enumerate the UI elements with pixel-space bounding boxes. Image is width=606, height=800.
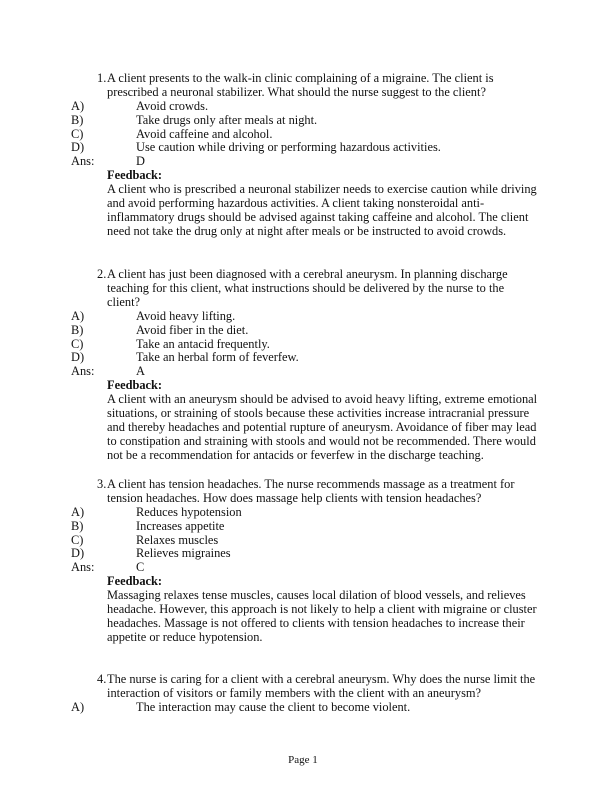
question-1 (0, 72, 606, 239)
option-b (0, 114, 606, 128)
feedback-heading: Feedback: (107, 574, 163, 589)
option-text: Avoid caffeine and alcohol. (136, 126, 273, 141)
option-text: Take drugs only after meals at night. (136, 112, 318, 127)
option-letter: C) (71, 126, 84, 141)
option-text: Increases appetite (136, 518, 225, 533)
option-letter: D) (71, 140, 85, 155)
option-text: Take an antacid frequently. (136, 336, 270, 351)
option-a (0, 506, 606, 520)
answer-label: Ans: (71, 560, 95, 575)
option-letter: B) (71, 112, 84, 127)
feedback-heading: Feedback: (107, 168, 163, 183)
option-d (0, 547, 606, 561)
feedback-text: Massaging relaxes tense muscles, causes local dilation of blood vessels, and relieves headache. However, this approach is not likely to help a client with migraine or cluster headaches. Massage is not offered to clients with tension headaches to increase their appetite or reduce hypotension. (107, 588, 537, 644)
feedback-text: A client who is prescribed a neuronal stabilizer needs to exercise caution while driving and avoid performing hazardous activities. A client taking nonsteroidal anti-inflammatory drugs should be advised against taking caffeine and alcohol. The client need not take the drug only at night after meals or be instructed to avoid crowds. (107, 182, 537, 238)
question-2 (0, 268, 606, 463)
question-stem (97, 71, 537, 100)
option-letter: D) (71, 546, 85, 561)
option-text: Relaxes muscles (136, 532, 219, 547)
option-c (0, 534, 606, 548)
option-text: Avoid fiber in the diet. (136, 322, 249, 337)
option-d (0, 351, 606, 365)
option-letter: B) (71, 322, 84, 337)
question-text: A client presents to the walk-in clinic complaining of a migraine. The client is prescribed a neuronal stabilizer. What should the nurse suggest to the client? (107, 71, 494, 99)
option-d (0, 141, 606, 155)
option-letter: A) (71, 98, 85, 113)
option-text: The interaction may cause the client to become violent. (136, 699, 411, 714)
option-text: Reduces hypotension (136, 504, 242, 519)
option-c (0, 338, 606, 352)
question-stem (97, 267, 537, 310)
answer-row (0, 155, 606, 169)
question-number: 4. (97, 672, 107, 686)
option-letter: D) (71, 350, 85, 365)
option-b (0, 324, 606, 338)
option-b (0, 520, 606, 534)
question-number: 1. (97, 71, 107, 85)
option-text: Use caution while driving or performing hazardous activities. (136, 140, 441, 155)
answer-label: Ans: (71, 154, 95, 169)
question-number: 3. (97, 477, 107, 491)
feedback-text: A client with an aneurysm should be advised to avoid heavy lifting, extreme emotional situations, or straining of stools because these activities increase intracranial pressure and thereby headaches and potential rupture of aneurysm. Avoidance of fiber may lead to constipation and straining with stools and would not be recommended. There would not be a recommendation for antacids or feverfew in the discharge teaching. (107, 392, 538, 462)
answer-label: Ans: (71, 364, 95, 379)
answer-value: D (136, 154, 145, 169)
option-letter: C) (71, 336, 84, 351)
answer-value: C (136, 560, 145, 575)
option-letter: A) (71, 504, 85, 519)
question-stem (97, 477, 537, 506)
question-4 (0, 673, 606, 715)
answer-value: A (136, 364, 145, 379)
option-letter: A) (71, 699, 85, 714)
question-number: 2. (97, 267, 107, 281)
feedback-heading: Feedback: (107, 378, 163, 393)
question-3 (0, 478, 606, 645)
answer-row (0, 561, 606, 575)
question-text: A client has just been diagnosed with a cerebral aneurysm. In planning discharge teaching for this client, what instructions should be delivered by the nurse to the client? (107, 267, 508, 309)
option-letter: C) (71, 532, 84, 547)
page-number: Page 1 (288, 754, 318, 766)
answer-row (0, 365, 606, 379)
question-stem (97, 672, 537, 701)
option-text: Take an herbal form of feverfew. (136, 350, 299, 365)
question-text: The nurse is caring for a client with a cerebral aneurysm. Why does the nurse limit the interaction of visitors or family members with the client with an aneurysm? (107, 672, 536, 700)
option-letter: A) (71, 308, 85, 323)
question-text: A client has tension headaches. The nurse recommends massage as a treatment for tension headaches. How does massage help clients with tension headaches? (107, 477, 515, 505)
option-text: Avoid heavy lifting. (136, 308, 236, 323)
option-letter: B) (71, 518, 84, 533)
option-text: Avoid crowds. (136, 98, 209, 113)
option-text: Relieves migraines (136, 546, 231, 561)
option-a (0, 701, 606, 715)
option-a (0, 100, 606, 114)
option-c (0, 128, 606, 142)
option-a (0, 310, 606, 324)
